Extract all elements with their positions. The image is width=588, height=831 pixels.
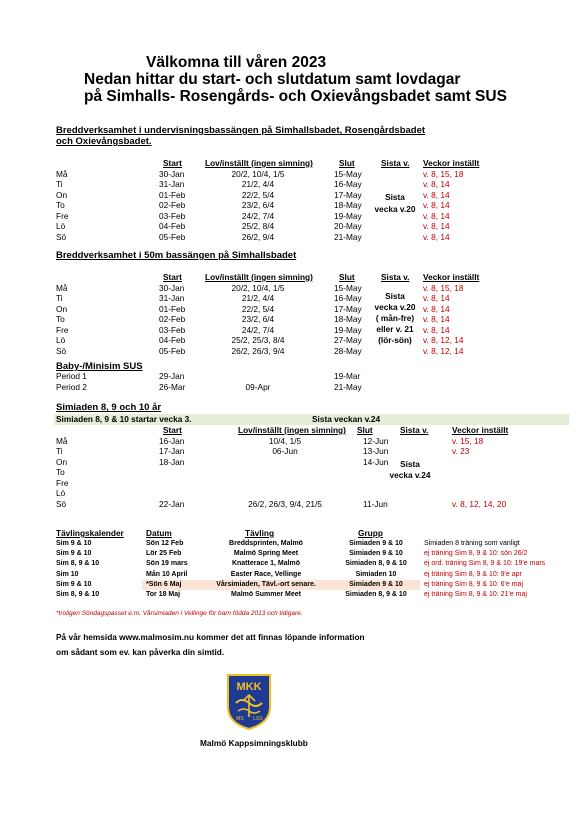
row-veckor: v. 8, 14 xyxy=(423,231,450,242)
row-start: 02-Feb xyxy=(159,314,186,324)
header-lov: Lov/inställt (ingen simning) xyxy=(238,425,346,435)
row-day: Lö xyxy=(56,221,66,231)
row-day: Ti xyxy=(56,446,63,456)
cal-date: Lör 25 Feb xyxy=(146,550,182,558)
row-day: Må xyxy=(56,168,68,179)
sista-week-note: ( mån-fre) xyxy=(375,313,415,323)
cal-team: Simiaden 10 xyxy=(355,570,397,578)
cal-date: Sön 19 mars xyxy=(146,560,188,568)
cal-note: ej ord. träning Sim 8, 9 & 10: 19'e mars xyxy=(424,560,546,568)
row-veckor: v. 8, 14 xyxy=(423,314,450,324)
row-start: 04-Feb xyxy=(159,335,186,345)
row-start: 22-Jan xyxy=(159,498,185,509)
header-kalender: Tävlingskalender xyxy=(56,528,124,538)
subtitle-line-1: Nedan hittar du start- och slutdatum samt lovdagar xyxy=(84,71,461,88)
row-day: To xyxy=(56,467,65,477)
calendar-footnote: *troligen Söndagspasset e.m. Vårsimiaden i Vellinge för barn födda 2013 och tidigare. xyxy=(56,610,303,617)
row-start: 16-Jan xyxy=(159,435,185,446)
header-grupp: Grupp xyxy=(358,528,383,538)
row-slut: 16-May xyxy=(334,293,362,303)
row-veckor: v. 8, 12, 14, 20 xyxy=(452,498,507,509)
cal-note: ej träning Sim 8, 9 & 10: 6'e maj xyxy=(424,580,523,588)
row-veckor: v. 8, 15, 18 xyxy=(423,282,464,293)
row-lov: 26/2, 9/4 xyxy=(241,231,275,242)
cal-competition: Knatterace 1, Malmö xyxy=(231,560,301,568)
row-lov: 22/2, 5/4 xyxy=(241,189,275,200)
row-lov: 24/2, 7/4 xyxy=(241,324,275,335)
row-lov: 21/2, 4/4 xyxy=(241,293,275,303)
sista-week-note: (lör-sön) xyxy=(378,335,412,345)
row-lov: 23/2, 6/4 xyxy=(241,314,275,324)
row-day: Må xyxy=(56,435,68,446)
row-day: Lö xyxy=(56,488,66,498)
row-slut: 19-May xyxy=(334,210,362,221)
cal-competition: Malmö Spring Meet xyxy=(233,550,299,558)
row-slut: 15-May xyxy=(334,282,362,293)
row-slut: 15-May xyxy=(334,168,362,179)
cal-team: Simiaden 8, 9 & 10 xyxy=(345,560,407,568)
row-slut: 16-May xyxy=(334,179,362,189)
row-lov: 23/2, 6/4 xyxy=(241,200,275,210)
cal-team: Simiaden 8, 9 & 10 xyxy=(345,591,407,598)
period-start: 26-Mar xyxy=(159,381,186,392)
row-lov: 20/2, 10/4, 1/5 xyxy=(231,282,285,293)
header-tavling: Tävling xyxy=(245,528,275,538)
header-sista: Sista v. xyxy=(400,425,429,435)
row-day: Fre xyxy=(56,477,69,488)
row-start: 18-Jan xyxy=(159,456,185,467)
section1-heading: Breddverksamhet i undervisningsbassängen på Simhallsbadet, Rosengårdsbadet xyxy=(56,125,426,136)
row-day: Sö xyxy=(56,345,67,356)
row-veckor: v. 8, 14 xyxy=(423,293,450,303)
row-day: Fre xyxy=(56,210,69,221)
row-veckor: v. 23 xyxy=(452,446,470,456)
cal-date: *Sön 6 Maj xyxy=(146,580,182,588)
sista-week-label: Sista xyxy=(400,459,420,469)
row-start: 30-Jan xyxy=(159,282,185,293)
subtitle-line-2: på Simhalls- Rosengårds- och Oxievångsbadet samt SUS xyxy=(84,88,507,105)
header-start: Start xyxy=(163,158,182,168)
cal-group: Sim 9 & 10 xyxy=(56,550,92,558)
row-lov: 24/2, 7/4 xyxy=(241,210,275,221)
logo-ms: MS xyxy=(236,716,244,722)
row-day: Må xyxy=(56,282,68,293)
row-lov: 06-Jun xyxy=(272,446,298,456)
row-slut: 17-May xyxy=(334,303,362,314)
row-lov: 21/2, 4/4 xyxy=(241,179,275,189)
cal-date: Mån 10 April xyxy=(146,570,188,578)
row-lov: 26/2, 26/3, 9/4, 21/5 xyxy=(248,498,322,509)
row-start: 05-Feb xyxy=(159,231,186,242)
row-slut: 18-May xyxy=(334,200,362,210)
header-lov: Lov/inställt (ingen simning) xyxy=(205,272,313,282)
row-slut: 18-May xyxy=(334,314,362,324)
club-name: Malmö Kappsimningsklubb xyxy=(200,738,308,748)
sista-week-value: vecka v.24 xyxy=(389,470,431,480)
section1-heading-cont: och Oxievångsbadet. xyxy=(56,136,152,147)
row-start: 03-Feb xyxy=(159,210,186,221)
period-slut: 21-May xyxy=(334,381,362,392)
row-lov: 22/2, 5/4 xyxy=(241,303,275,314)
header-veckor: Veckor inställt xyxy=(423,272,480,282)
row-veckor: v. 8, 15, 18 xyxy=(423,168,464,179)
header-sista: Sista v. xyxy=(381,158,410,168)
page-title: Välkomna till våren 2023 xyxy=(146,54,327,71)
simiaden-band-start: Simiaden 8, 9 & 10 startar vecka 3. xyxy=(56,414,192,424)
row-day: To xyxy=(56,314,65,324)
cal-date: Tor 18 Maj xyxy=(146,591,181,598)
row-lov: 20/2, 10/4, 1/5 xyxy=(231,168,285,179)
row-day: Fre xyxy=(56,324,69,335)
row-veckor: v. 15, 18 xyxy=(452,435,484,446)
row-veckor: v. 8, 14 xyxy=(423,303,450,314)
section3-heading: Baby-/Minisim SUS xyxy=(56,361,143,372)
cal-group: Sim 10 xyxy=(56,570,79,578)
cal-group: Sim 9 & 10 xyxy=(56,580,92,588)
section2-heading: Breddverksamhet i 50m bassängen på Simhallsbadet xyxy=(56,250,297,261)
row-day: On xyxy=(56,189,68,200)
row-slut: 21-May xyxy=(334,231,362,242)
row-veckor: v. 8, 12, 14 xyxy=(423,335,464,345)
row-day: Lö xyxy=(56,335,66,345)
simiaden-band-end: Sista veckan v.24 xyxy=(312,414,381,424)
row-start: 03-Feb xyxy=(159,324,186,335)
row-lov: 10/4, 1/5 xyxy=(268,435,302,446)
header-sista: Sista v. xyxy=(381,272,410,282)
row-start: 17-Jan xyxy=(159,446,185,456)
info-line-1: På vår hemsida www.malmosim.nu kommer det att finnas löpande information xyxy=(56,632,365,642)
row-veckor: v. 8, 14 xyxy=(423,200,450,210)
row-day: Ti xyxy=(56,293,63,303)
header-start: Start xyxy=(163,272,182,282)
row-slut: 28-May xyxy=(334,345,362,356)
row-slut: 27-May xyxy=(334,335,362,345)
cal-team: Simiaden 9 & 10 xyxy=(349,550,403,558)
row-day: On xyxy=(56,456,68,467)
row-day: Sö xyxy=(56,498,67,509)
cal-competition: Breddsprinten, Malmö xyxy=(229,540,303,547)
row-day: Sö xyxy=(56,231,67,242)
row-slut: 13-Jun xyxy=(363,446,389,456)
header-lov: Lov/inställt (ingen simning) xyxy=(205,158,313,168)
sista-week-note: vecka v.20 xyxy=(374,302,416,312)
row-start: 01-Feb xyxy=(159,303,186,314)
cal-group: Sim 8, 9 & 10 xyxy=(56,591,100,598)
header-datum: Datum xyxy=(146,528,172,538)
header-slut: Slut xyxy=(339,158,355,168)
row-veckor: v. 8, 14 xyxy=(423,324,450,335)
row-day: To xyxy=(56,200,65,210)
row-start: 02-Feb xyxy=(159,200,186,210)
cal-competition: Vårsimiaden, Tävl.-ort senare. xyxy=(216,580,316,588)
cal-note: ej träning Sim 8, 9 & 10: 21'e maj xyxy=(424,591,527,598)
header-start: Start xyxy=(163,425,182,435)
row-start: 30-Jan xyxy=(159,168,185,179)
cal-note: ej träning Sim 8, 9 & 10: 9'e apr xyxy=(424,570,522,578)
cal-competition: Malmö Summer Meet xyxy=(230,591,302,598)
row-veckor: v. 8, 12, 14 xyxy=(423,345,464,356)
row-veckor: v. 8, 14 xyxy=(423,179,450,189)
mkk-logo xyxy=(226,673,272,731)
row-lov: 25/2, 8/4 xyxy=(241,221,275,231)
sista-week-note: eller v. 21 xyxy=(376,324,414,334)
header-slut: Slut xyxy=(339,272,355,282)
row-start: 31-Jan xyxy=(159,293,185,303)
row-day: On xyxy=(56,303,68,314)
row-slut: 14-Jun xyxy=(363,456,389,467)
row-veckor: v. 8, 14 xyxy=(423,221,450,231)
period-label: Period 1 xyxy=(56,371,87,381)
row-veckor: v. 8, 14 xyxy=(423,210,450,221)
cal-group: Sim 8, 9 & 10 xyxy=(56,560,100,568)
period-lov: 09-Apr xyxy=(245,381,271,392)
period-slut: 19-Mar xyxy=(334,371,361,381)
sista-week-value: vecka v.20 xyxy=(374,204,416,214)
sista-week-note: Sista xyxy=(385,291,405,301)
section4-heading: Simiaden 8, 9 och 10 år xyxy=(56,402,162,413)
cal-competition: Easter Race, Vellinge xyxy=(230,570,302,578)
row-lov: 25/2, 25/3, 8/4 xyxy=(231,335,285,345)
info-line-2: om sådant som ev. kan påverka din simtid. xyxy=(56,647,225,657)
sista-week-label: Sista xyxy=(385,192,405,202)
cal-date: Sön 12 Feb xyxy=(146,540,184,547)
period-label: Period 2 xyxy=(56,381,87,392)
logo-lss: LSS xyxy=(253,716,263,722)
cal-group: Sim 9 & 10 xyxy=(56,540,92,547)
row-start: 31-Jan xyxy=(159,179,185,189)
row-start: 05-Feb xyxy=(159,345,186,356)
cal-note: ej träning Sim 8, 9 & 10: sön 26/2 xyxy=(424,550,528,558)
header-veckor: Veckor inställt xyxy=(423,158,480,168)
row-slut: 20-May xyxy=(334,221,362,231)
cal-team: Simiaden 9 & 10 xyxy=(349,540,403,547)
cal-team: Simiaden 9 & 10 xyxy=(349,580,403,588)
row-start: 04-Feb xyxy=(159,221,186,231)
cal-note: Simiaden 8 träning som vanligt xyxy=(424,540,520,547)
row-slut: 19-May xyxy=(334,324,362,335)
header-slut: Slut xyxy=(357,425,373,435)
logo-text: MKK xyxy=(236,681,262,693)
row-day: Ti xyxy=(56,179,63,189)
period-start: 29-Jan xyxy=(159,371,185,381)
row-veckor: v. 8, 14 xyxy=(423,189,450,200)
row-slut: 17-May xyxy=(334,189,362,200)
row-slut: 12-Jun xyxy=(363,435,389,446)
row-slut: 11-Jun xyxy=(363,498,388,509)
row-lov: 26/2, 26/3, 9/4 xyxy=(231,345,285,356)
row-start: 01-Feb xyxy=(159,189,186,200)
header-veckor: Veckor inställt xyxy=(452,425,509,435)
